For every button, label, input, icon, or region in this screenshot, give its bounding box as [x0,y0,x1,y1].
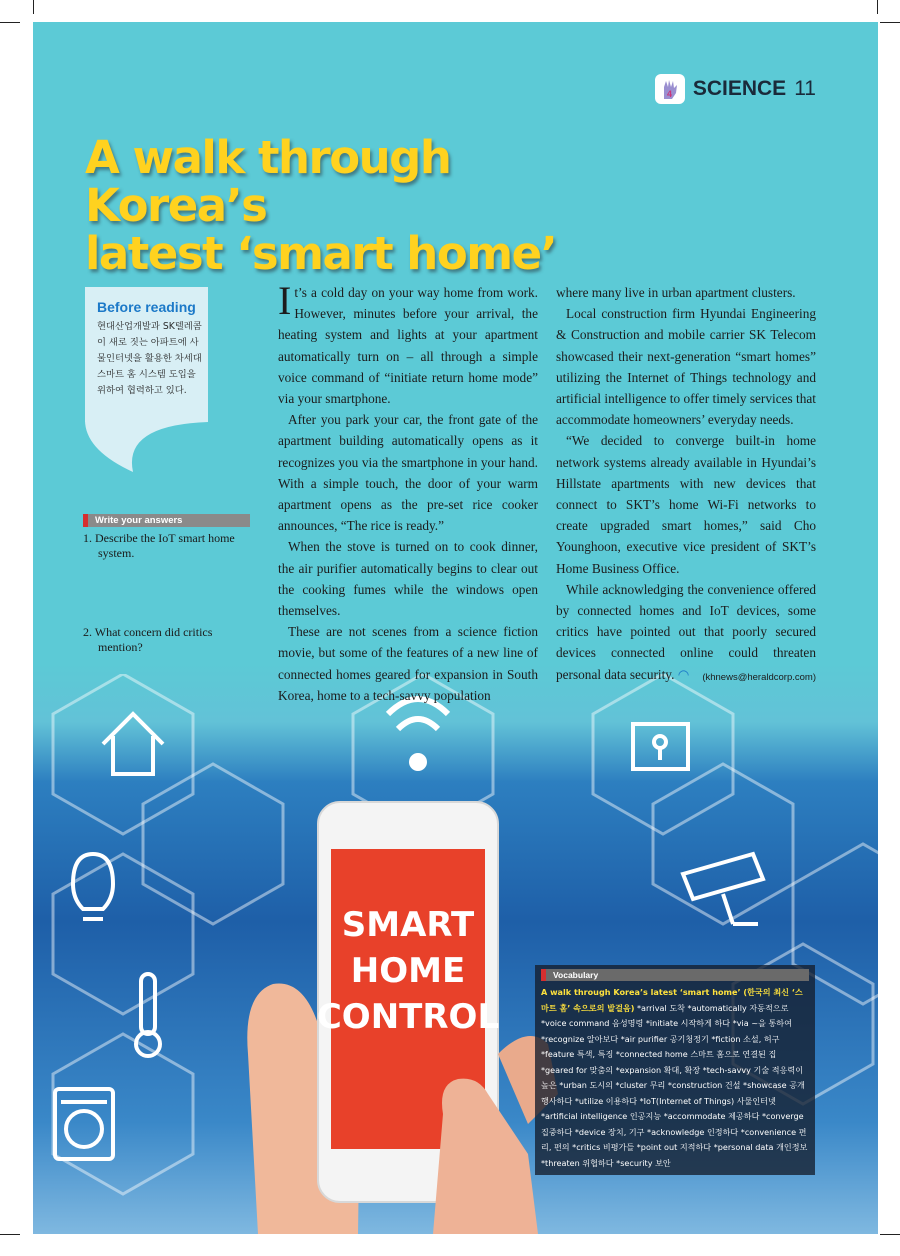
write-answers-label: Write your answers [95,515,183,526]
vocabulary-list: *arrival 도착 *automatically 자동적으로 *voice command 음성명령 *initiate 시작하게 하다 *via ~을 통하여 *recognize 알아보다 *air purifier 공기청정기 *fiction 소설, 허구 *feature 특색, 특징 *connected home 스마트 홈으로 연결된 집 *geared for 맞춤의 *expansion 확대, 확장 *tech-savvy 기술 적응력이 높은 *urban 도시의 *cluster 무리 *construction 건설 *showcase 공개 행사하다 *utilize 이용하다 *IoT(Internet of Things) 사물인터넷 *artificial intelligence 인공지능 *accommodate 제공하다 *converge 집중하다 *device 장치, 기구 *acknowledge 인정하다 *convenience 편리, 편의 *critics 비평가들 *point out 지적하다 *personal data 개인정보 *threaten 위협하다 *security 보안 [541,1002,808,1168]
author-email: (khnews@heraldcorp.com) [702,671,816,683]
question-2: 2. What concern did critics mention? [83,625,213,654]
paragraph-7: “We decided to converge built-in home network systems already available in Hyundai’s Hillstate apartments with new devices that connect to SKT’s home Wi-Fi networks to create upgraded smart homes,” said Cho Younghoon, executive vice president of SKT’s Home Business Office. [556,433,816,576]
hand-badge-icon [655,74,685,104]
crop-mark [33,0,34,14]
paragraph-4: These are not scenes from a science fiction movie, but some of the features of a new line of connected homes geared for expansion in South Korea, home to a tech-savvy population [278,624,538,703]
paragraph-6: Local construction firm Hyundai Engineering & Construction and mobile carrier SK Telecom showcased their next-generation “smart homes” utilizing the Internet of Things technology and artificial intelligence to offer timely services that accommodate homeowners’ everyday needs. [556,306,816,428]
phone-screen-line-1: SMART [341,905,475,945]
paragraph-3: When the stove is turned on to cook dinner, the air purifier automatically begins to clear out the cooking fumes while the windows open themselves. [278,539,538,619]
lightbulb-icon [73,854,113,919]
paragraph-8: While acknowledging the convenience offered by connected homes and IoT devices, some critics have pointed out that poorly secured devices connected online could threaten personal data security. ◠ (khnews@heraldcorp.com) [556,579,816,686]
section-name: SCIENCE [692,77,787,100]
crop-mark [880,22,900,23]
headphones-icon: ◠ [677,667,690,683]
house-icon [103,714,163,774]
magazine-page [33,22,878,1234]
before-reading-text: 현대산업개발과 SK텔레콤이 새로 짓는 아파트에 사물인터넷을 활용한 차세대 스마트 홈 시스템 도입을 위하여 협력하고 있다. [97,321,202,396]
crop-mark [0,22,20,23]
question-1: 1. Describe the IoT smart home system. [83,531,235,560]
paragraph-5: where many live in urban apartment clusters. [556,285,796,300]
vocabulary-label: Vocabulary [553,970,599,980]
before-reading-box [85,287,208,422]
paragraph-2: After you park your car, the front gate of the apartment building automatically opens as it recognizes you via the smartphone in your hand. With a simple touch, the door of your warm apartment opens as the pre-set rice cooker announces, “The rice is ready.” [278,412,538,534]
article-column-2 [556,282,816,688]
red-marker [541,969,546,981]
page-number: 11 [794,77,816,100]
paragraph-1: It’s a cold day on your way home from work. However, minutes before your arrival, the heating system and lights at your apartment automatically turn on – all through a simple voice command of “initiate return home mode” via your smartphone. [278,278,538,407]
speech-bubble-tail [83,420,210,475]
vocabulary-text [541,985,809,1171]
title-line-1: A walk through Korea’s [85,131,451,232]
phone-screen-line-2: HOME [350,951,466,991]
svg-text:4: 4 [666,89,672,99]
article-title [85,131,645,280]
vocabulary-header [541,969,809,981]
vocabulary-box [535,965,815,1175]
crop-mark [880,1234,900,1235]
lock-icon [633,724,688,769]
section-header [655,74,816,104]
phone-screen-line-3: CONTROL [316,997,500,1037]
red-marker [83,514,88,527]
article-column-1 [278,278,538,706]
write-answers-header [83,514,250,527]
vocabulary-headline: A walk through Korea’s latest ‘smart home’ (한국의 최신 ‘스마트 홈’ 속으로의 발걸음) [541,987,803,1013]
crop-mark [0,1234,20,1235]
drop-cap: I [278,278,292,323]
before-reading-title: Before reading [97,299,196,315]
title-line-2: latest ‘smart home’ [85,227,557,280]
washing-machine-icon [55,1089,113,1159]
wifi-icon [388,699,448,768]
crop-mark [877,0,878,14]
smartphone-photo [228,794,588,1234]
security-camera-icon [683,854,763,924]
